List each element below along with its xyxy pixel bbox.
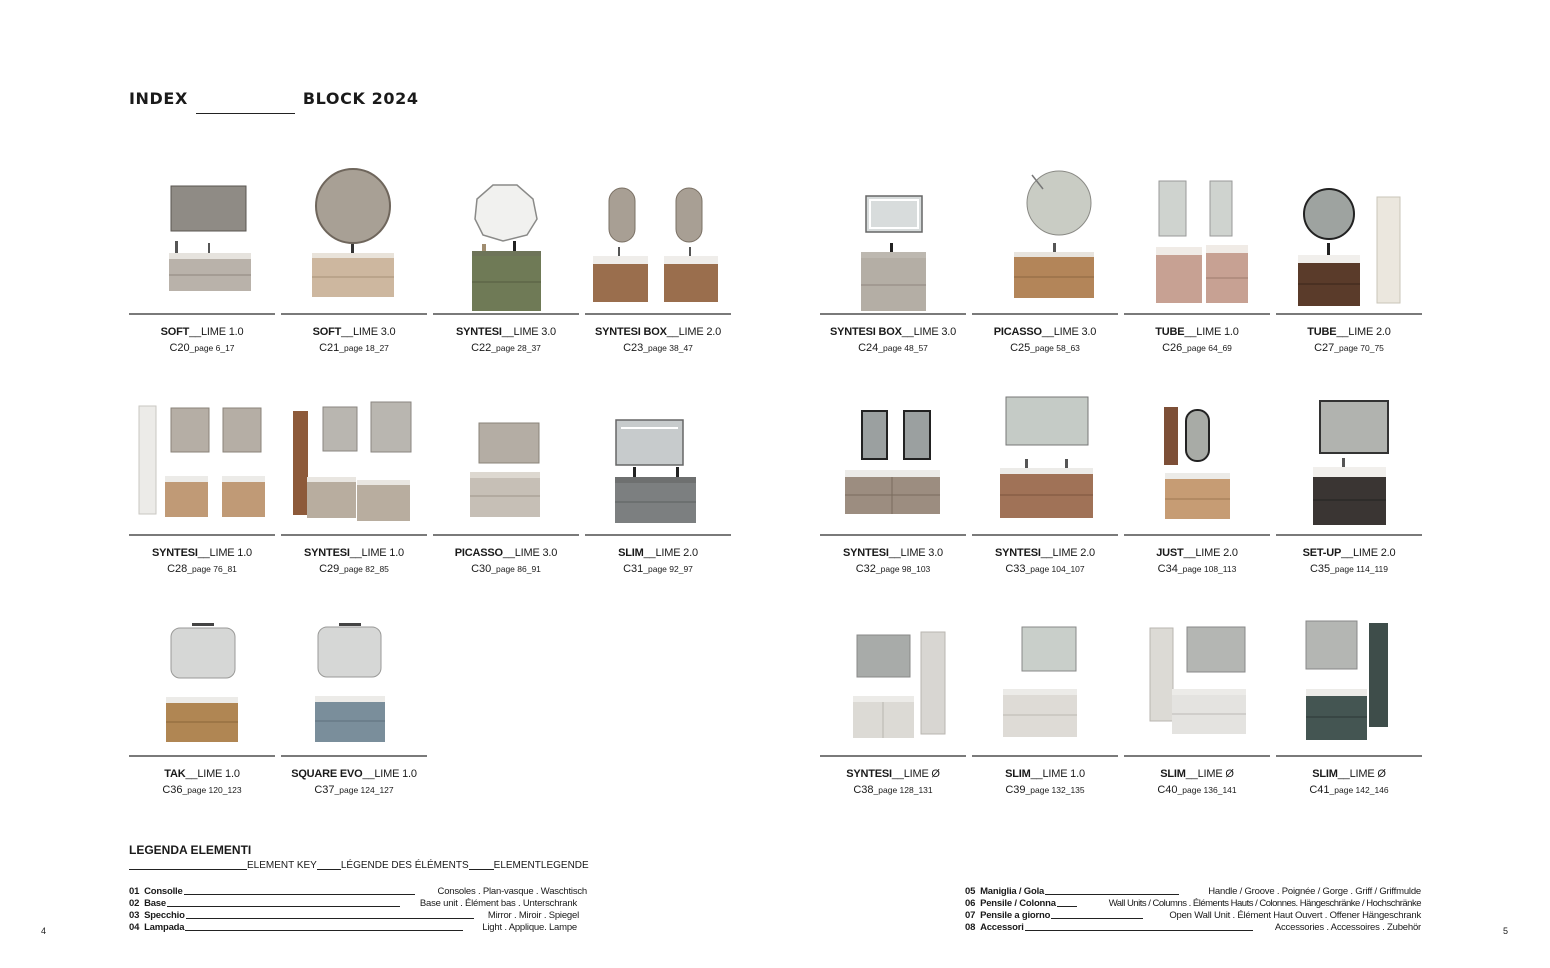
legend-row-03: [129, 909, 579, 921]
item-title: SYNTESI BOX__LIME 3.0: [829, 326, 957, 338]
item-page: page 124_127: [339, 785, 394, 795]
vanity-illustration: [820, 167, 966, 313]
vanity-illustration: [129, 167, 275, 313]
vanity-illustration: [1276, 388, 1422, 534]
item-code-value: C36: [162, 784, 183, 796]
item-name: SLIM: [618, 547, 644, 559]
legend-subtitle: [129, 860, 589, 871]
item-title: SLIM__LIME Ø: [1160, 768, 1234, 780]
item-title: SYNTESI__LIME 3.0: [843, 547, 943, 559]
item-name: SYNTESI: [456, 326, 502, 338]
legend-label: Accessori: [980, 922, 1024, 933]
vanity-illustration: [129, 609, 275, 755]
item-title: SQUARE EVO__LIME 1.0: [291, 768, 417, 780]
item-title: SLIM__LIME Ø: [1312, 768, 1386, 780]
legend-row-07: [965, 909, 1421, 921]
item-lime: LIME 2.0: [1352, 547, 1396, 559]
item-code-value: C40: [1157, 784, 1178, 796]
legend-row-05: [965, 885, 1421, 897]
vanity-illustration: [972, 167, 1118, 313]
legend-label: Specchio: [144, 910, 185, 921]
item-title: TUBE__LIME 1.0: [1155, 326, 1239, 338]
item-code-value: C28: [167, 563, 188, 575]
item-code-value: C27: [1314, 342, 1335, 354]
item-name: SYNTESI: [995, 547, 1041, 559]
item-title: SYNTESI__LIME 3.0: [456, 326, 556, 338]
item-name: SLIM: [1005, 768, 1031, 780]
item-page: page 108_113: [1182, 564, 1237, 574]
item-code-value: C24: [858, 342, 879, 354]
item-name: PICASSO: [454, 547, 503, 559]
legend-label: Consolle: [144, 886, 183, 897]
item-lime: LIME 3.0: [900, 547, 943, 559]
legend-num: 05: [965, 886, 976, 897]
item-name: SYNTESI BOX: [594, 326, 667, 338]
item-lime: LIME 1.0: [197, 768, 240, 780]
item-code: C32_page 98_103: [855, 563, 931, 575]
legend-desc: Open Wall Unit . Élément Haut Ouvert . Offener Hängeschrank: [1169, 910, 1421, 921]
item-page: page 48_57: [883, 343, 928, 353]
legend-row-01: [129, 885, 587, 897]
item-rule: [433, 534, 579, 536]
item-code-value: C21: [319, 342, 340, 354]
item-name: SLIM: [1312, 768, 1338, 780]
item-code: C27_page 70_75: [1314, 342, 1384, 354]
vanity-illustration: [281, 609, 427, 755]
item-code: C40_page 136_141: [1157, 784, 1237, 796]
legend-label: Maniglia / Gola: [980, 886, 1045, 897]
item-rule: [433, 313, 579, 315]
item-title: SYNTESI__LIME 1.0: [152, 547, 252, 559]
item-code-value: C22: [471, 342, 492, 354]
legend-desc: Wall Units / Columns . Éléments Hauts / Colonnes. Hängeschränke / Hochschränke: [1108, 898, 1421, 909]
item-code: C22_page 28_37: [471, 342, 541, 354]
item-lime: LIME 2.0: [1348, 326, 1391, 338]
item-page: page 18_27: [344, 343, 389, 353]
item-code-value: C30: [471, 563, 492, 575]
item-page: page 6_17: [194, 343, 235, 353]
item-rule: [1276, 534, 1422, 536]
item-title: SET-UP__LIME 2.0: [1302, 547, 1396, 559]
header-rule: [196, 113, 295, 114]
item-code: C36_page 120_123: [162, 784, 242, 796]
item-lime: LIME 1.0: [361, 547, 404, 559]
item-page: page 142_146: [1334, 785, 1389, 795]
vanity-illustration: [433, 388, 579, 534]
vanity-illustration: [433, 167, 579, 313]
item-title: JUST__LIME 2.0: [1156, 547, 1238, 559]
item-code: C23_page 38_47: [623, 342, 693, 354]
item-name: JUST: [1156, 547, 1184, 559]
item-code: C30_page 86_91: [471, 563, 541, 575]
legend-num: 06: [965, 898, 976, 909]
item-lime: LIME Ø: [1349, 768, 1386, 780]
item-code-value: C37: [314, 784, 335, 796]
item-code: C21_page 18_27: [319, 342, 389, 354]
legend-sub-fr: LÉGENDE DES ÉLÉMENTS: [340, 860, 469, 871]
item-title: SLIM__LIME 2.0: [618, 547, 698, 559]
item-title: SYNTESI__LIME 2.0: [995, 547, 1095, 559]
legend-desc: Light . Applique. Lampe: [482, 922, 577, 933]
item-lime: LIME 3.0: [514, 547, 558, 559]
item-title: SLIM__LIME 1.0: [1005, 768, 1085, 780]
item-rule: [820, 755, 966, 757]
item-rule: [129, 534, 275, 536]
item-lime: LIME Ø: [903, 768, 940, 780]
item-rule: [820, 313, 966, 315]
item-code: C33_page 104_107: [1005, 563, 1085, 575]
item-title: PICASSO__LIME 3.0: [454, 547, 558, 559]
vanity-illustration: [585, 388, 731, 534]
item-page: page 136_141: [1182, 785, 1237, 795]
vanity-illustration: [820, 609, 966, 755]
item-name: SYNTESI: [846, 768, 892, 780]
item-rule: [1276, 755, 1422, 757]
item-page: page 128_131: [878, 785, 933, 795]
legend-num: 01: [129, 886, 140, 897]
legend-desc: Base unit . Élément bas . Unterschrank: [419, 898, 577, 909]
item-name: SOFT: [312, 326, 342, 338]
item-name: SLIM: [1160, 768, 1186, 780]
item-lime: LIME 1.0: [374, 768, 417, 780]
vanity-illustration: [1124, 167, 1270, 313]
page-number-right: 5: [1503, 926, 1509, 936]
page-number-left: 4: [41, 926, 47, 936]
item-rule: [1124, 534, 1270, 536]
item-title: TUBE__LIME 2.0: [1307, 326, 1391, 338]
item-title: SYNTESI BOX__LIME 2.0: [594, 326, 722, 338]
item-code-value: C31: [623, 563, 644, 575]
item-code: C28_page 76_81: [167, 563, 237, 575]
item-rule: [281, 313, 427, 315]
item-code: C31_page 92_97: [623, 563, 693, 575]
item-lime: LIME 1.0: [1196, 326, 1239, 338]
item-rule: [281, 755, 427, 757]
item-code: C37_page 124_127: [314, 784, 394, 796]
item-rule: [972, 534, 1118, 536]
item-lime: LIME 2.0: [678, 326, 722, 338]
legend-desc: Mirror . Miroir . Spiegel: [487, 910, 579, 921]
item-rule: [129, 313, 275, 315]
vanity-illustration: [972, 609, 1118, 755]
item-rule: [1124, 313, 1270, 315]
item-rule: [585, 534, 731, 536]
item-code-value: C33: [1005, 563, 1026, 575]
item-lime: LIME 3.0: [513, 326, 556, 338]
item-page: page 28_37: [496, 343, 541, 353]
vanity-illustration: [972, 388, 1118, 534]
item-title: SOFT__LIME 1.0: [160, 326, 244, 338]
item-page: page 38_47: [648, 343, 693, 353]
item-lime: LIME 2.0: [1052, 547, 1095, 559]
item-page: page 92_97: [648, 564, 693, 574]
legend-num: 08: [965, 922, 976, 933]
legend-num: 02: [129, 898, 140, 909]
item-code: C39_page 132_135: [1005, 784, 1085, 796]
legend-desc: Handle / Groove . Poignée / Gorge . Griff / Griffmulde: [1208, 886, 1421, 897]
item-page: page 58_63: [1035, 343, 1080, 353]
item-page: page 86_91: [496, 564, 541, 574]
item-name: SYNTESI BOX: [829, 326, 902, 338]
item-code: C35_page 114_119: [1309, 563, 1389, 575]
legend-label: Pensile / Colonna: [980, 898, 1056, 909]
item-lime: LIME Ø: [1197, 768, 1234, 780]
legend-label: Pensile a giorno: [980, 910, 1051, 921]
item-rule: [820, 534, 966, 536]
index-label: INDEX: [129, 89, 188, 108]
item-title: PICASSO__LIME 3.0: [993, 326, 1097, 338]
item-rule: [972, 313, 1118, 315]
item-page: page 64_69: [1187, 343, 1232, 353]
item-code: C25_page 58_63: [1010, 342, 1080, 354]
block-title: BLOCK 2024: [302, 89, 419, 108]
vanity-illustration: [820, 388, 966, 534]
item-page: page 98_103: [880, 564, 931, 574]
item-title: TAK__LIME 1.0: [164, 768, 240, 780]
item-code-value: C23: [623, 342, 644, 354]
vanity-illustration: [1276, 609, 1422, 755]
item-title: SYNTESI__LIME Ø: [846, 768, 940, 780]
item-name: SYNTESI: [304, 547, 350, 559]
item-code: C24_page 48_57: [858, 342, 928, 354]
legend-row-04: [129, 921, 577, 933]
item-code: C34_page 108_113: [1157, 563, 1237, 575]
item-code: C26_page 64_69: [1162, 342, 1232, 354]
item-code-value: C20: [169, 342, 190, 354]
item-name: TAK: [164, 768, 186, 780]
item-title: SYNTESI__LIME 1.0: [304, 547, 404, 559]
item-name: SOFT: [160, 326, 190, 338]
index-header: [129, 89, 419, 115]
item-lime: LIME 1.0: [209, 547, 252, 559]
vanity-illustration: [129, 388, 275, 534]
item-name: SET-UP: [1302, 547, 1342, 559]
vanity-illustration: [1124, 609, 1270, 755]
item-code-value: C32: [855, 563, 876, 575]
vanity-illustration: [585, 167, 731, 313]
item-rule: [1124, 755, 1270, 757]
vanity-illustration: [281, 167, 427, 313]
item-rule: [585, 313, 731, 315]
item-code: C41_page 142_146: [1309, 784, 1389, 796]
item-lime: LIME 3.0: [352, 326, 396, 338]
legend-label: Lampada: [144, 922, 185, 933]
legend-desc: Consoles . Plan-vasque . Waschtisch: [437, 886, 587, 897]
item-code-value: C26: [1162, 342, 1183, 354]
vanity-illustration: [1124, 388, 1270, 534]
item-lime: LIME 3.0: [1053, 326, 1097, 338]
item-rule: [972, 755, 1118, 757]
item-name: SYNTESI: [152, 547, 198, 559]
item-code-value: C29: [319, 563, 340, 575]
item-title: SOFT__LIME 3.0: [312, 326, 396, 338]
legend-row-06: [965, 897, 1421, 909]
legend-row-08: [965, 921, 1421, 933]
legend-num: 04: [129, 922, 140, 933]
vanity-illustration: [1276, 167, 1422, 313]
legend-sub-de: ELEMENTLEGENDE: [493, 860, 589, 871]
item-lime: LIME 3.0: [913, 326, 957, 338]
item-code-value: C35: [1309, 563, 1331, 575]
item-lime: LIME 2.0: [1195, 547, 1238, 559]
item-name: TUBE: [1155, 326, 1185, 338]
item-page: page 76_81: [192, 564, 237, 574]
item-code: C29_page 82_85: [319, 563, 389, 575]
legend-sub-en: ELEMENT KEY: [247, 860, 317, 871]
item-code-value: C41: [1309, 784, 1330, 796]
item-rule: [1276, 313, 1422, 315]
legend-label: Base: [144, 898, 166, 909]
item-page: page 120_123: [187, 785, 242, 795]
item-page: page 104_107: [1030, 564, 1085, 574]
legend-row-02: [129, 897, 577, 909]
item-rule: [129, 755, 275, 757]
item-lime: LIME 1.0: [1042, 768, 1085, 780]
legend-num: 03: [129, 910, 140, 921]
item-rule: [281, 534, 427, 536]
item-code-value: C38: [853, 784, 874, 796]
item-name: TUBE: [1307, 326, 1337, 338]
item-page: page 114_119: [1334, 564, 1389, 574]
item-lime: LIME 2.0: [655, 547, 698, 559]
legend-title: LEGENDA ELEMENTI: [129, 843, 252, 857]
item-code: C38_page 128_131: [853, 784, 933, 796]
item-code-value: C34: [1157, 563, 1178, 575]
item-page: page 132_135: [1030, 785, 1085, 795]
item-code-value: C25: [1010, 342, 1031, 354]
item-code: C20_page 6_17: [169, 342, 235, 354]
item-page: page 70_75: [1339, 343, 1384, 353]
item-lime: LIME 1.0: [200, 326, 244, 338]
vanity-illustration: [281, 388, 427, 534]
item-code-value: C39: [1005, 784, 1026, 796]
item-name: SYNTESI: [843, 547, 889, 559]
item-page: page 82_85: [344, 564, 389, 574]
legend-num: 07: [965, 910, 976, 921]
item-name: PICASSO: [993, 326, 1042, 338]
legend-desc: Accessories . Accessoires . Zubehör: [1274, 922, 1421, 933]
item-name: SQUARE EVO: [291, 768, 363, 780]
